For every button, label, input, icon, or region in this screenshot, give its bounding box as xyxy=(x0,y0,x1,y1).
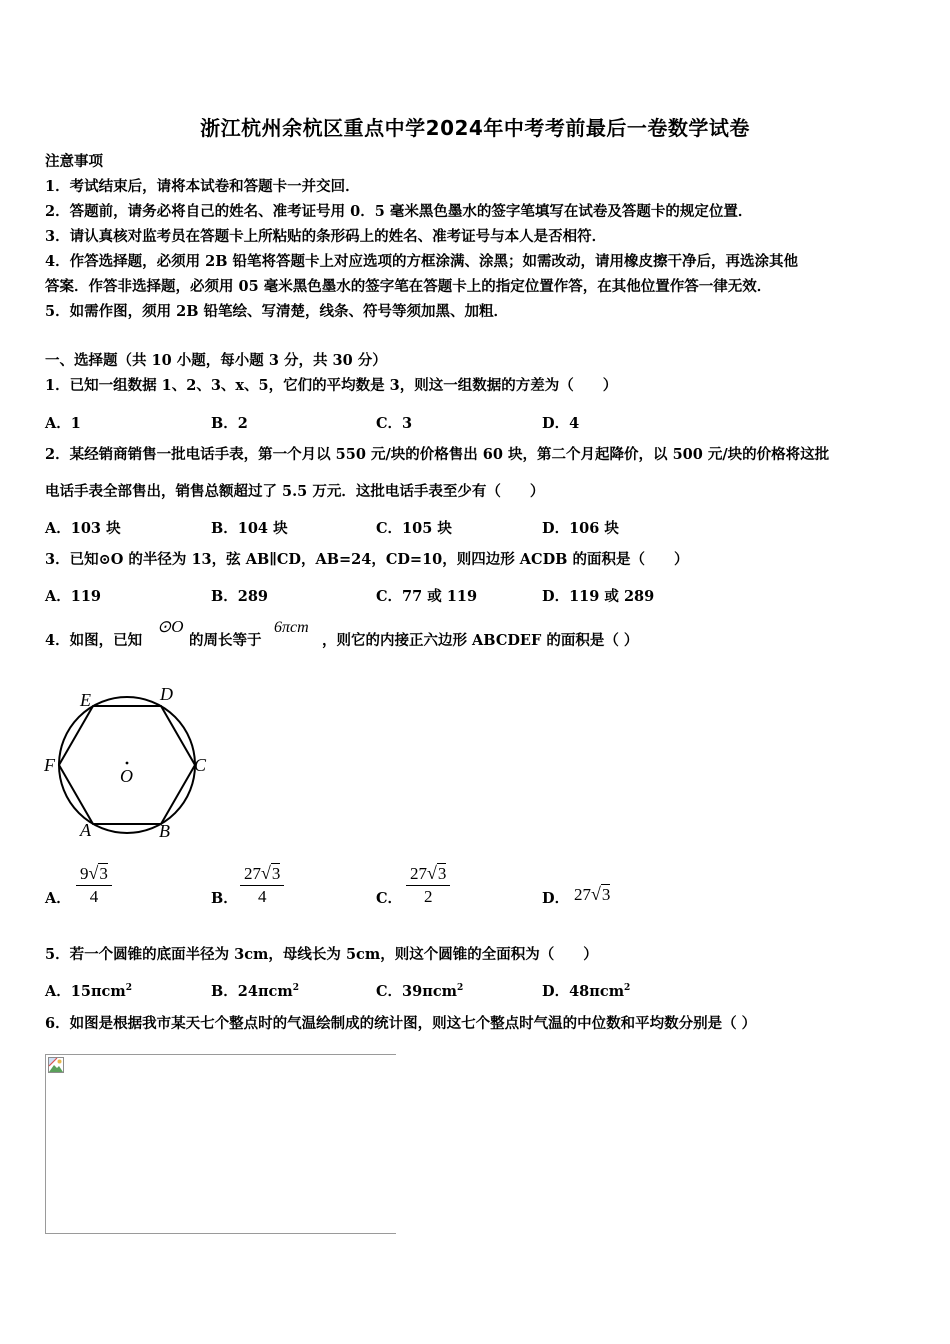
radicand: 3 xyxy=(99,864,108,883)
label-a: A xyxy=(80,820,91,840)
question-6: 6．如图是根据我市某天七个整点时的气温绘制成的统计图，则这七个整点时气温的中位数和平均数分别是（ ） xyxy=(45,1015,757,1032)
broken-chart-image xyxy=(45,1054,396,1234)
question-5: 5．若一个圆锥的底面半径为 3cm，母线长为 5cm，则这个圆锥的全面积为（ ） xyxy=(45,946,598,963)
q4-option-d-value: 27√3 xyxy=(574,884,611,904)
center-point xyxy=(126,762,129,765)
radicand: 3 xyxy=(437,864,447,883)
label-o: O xyxy=(120,766,133,786)
circle-o-symbol: ⊙O xyxy=(157,617,184,636)
numerator: 9 xyxy=(80,864,89,883)
circumference-value: 6πcm xyxy=(274,619,309,636)
q5-option-d: D．48πcm$^2$ xyxy=(542,983,631,1000)
q2-option-d: D．106 块 xyxy=(542,520,619,537)
q5-option-c: C．39πcm$^2$ xyxy=(376,983,464,1000)
q1-option-c: C．3 xyxy=(376,415,413,432)
q1-option-d: D．4 xyxy=(542,415,580,432)
question-4-prefix: 4．如图，已知 xyxy=(45,632,143,649)
coefficient: 27 xyxy=(574,885,591,904)
denominator: 4 xyxy=(89,887,99,906)
numerator: 27 xyxy=(244,864,261,883)
question-1: 1．已知一组数据 1、2、3、x、5，它们的平均数是 3，则这一组数据的方差为（ ） xyxy=(45,377,618,394)
label-b: B xyxy=(159,821,170,841)
denominator: 2 xyxy=(423,887,433,906)
question-4-middle: 的周长等于 xyxy=(189,632,262,649)
q4-option-b-fraction: $\frac{27√3}{4}$ xyxy=(240,862,284,908)
numerator: 27 xyxy=(410,864,427,883)
hexagon-figure xyxy=(42,680,217,845)
q5-option-b: B．24πcm$^2$ xyxy=(211,983,299,1000)
label-f: F xyxy=(44,755,55,775)
radicand: 3 xyxy=(601,885,611,904)
label-d: D xyxy=(160,684,173,704)
q4-option-c-fraction: $\frac{27√3}{2}$ xyxy=(406,862,450,908)
notice-item: 3．请认真核对监考员在答题卡上所粘贴的条形码上的姓名、准考证号与本人是否相符． xyxy=(45,228,607,245)
q1-option-a: A．1 xyxy=(45,415,81,432)
q4-option-b-letter: B． xyxy=(211,890,238,907)
question-4-suffix: ，则它的内接正六边形 ABCDEF 的面积是（ ） xyxy=(322,632,639,649)
q4-option-a-letter: A． xyxy=(45,890,71,907)
section-heading: 一、选择题（共 10 小题，每小题 3 分，共 30 分） xyxy=(45,352,387,369)
q5-option-a: A．15πcm$^2$ xyxy=(45,983,132,1000)
notice-item: 2．答题前，请务必将自己的姓名、准考证号用 0．5 毫米黑色墨水的签字笔填写在试卷及答题卡的规定位置． xyxy=(45,203,753,220)
question-2-line-2: 电话手表全部售出，销售总额超过了 5.5 万元．这批电话手表至少有（ ） xyxy=(45,483,545,500)
q2-option-a: A．103 块 xyxy=(45,520,121,537)
question-3: 3．已知⊙O 的半径为 13，弦 AB∥CD，AB=24，CD=10，则四边形 ACDB 的面积是（ ） xyxy=(45,551,689,568)
q4-option-d-letter: D． xyxy=(542,890,570,907)
question-2-line-1: 2．某经销商销售一批电话手表，第一个月以 550 元/块的价格售出 60 块，第二个月起降价，以 500 元/块的价格将这批 xyxy=(45,446,830,463)
exam-title: 浙江杭州余杭区重点中学2024年中考考前最后一卷数学试卷 xyxy=(200,116,750,140)
notice-item: 答案．作答非选择题，必须用 05 毫米黑色墨水的签字笔在答题卡上的指定位置作答，在其他位置作答一律无效． xyxy=(45,278,772,295)
q4-option-c-letter: C． xyxy=(376,890,403,907)
label-c: C xyxy=(194,755,207,775)
hexagon-abcdef xyxy=(59,706,195,824)
radicand: 3 xyxy=(271,864,281,883)
denominator: 4 xyxy=(257,887,267,906)
q3-option-c: C．77 或 119 xyxy=(376,588,478,605)
broken-image-icon xyxy=(48,1057,64,1073)
circumcircle xyxy=(59,697,195,833)
q2-option-b: B．104 块 xyxy=(211,520,288,537)
q2-option-c: C．105 块 xyxy=(376,520,452,537)
notice-item: 1．考试结束后，请将本试卷和答题卡一并交回． xyxy=(45,178,360,195)
notice-item: 5．如需作图，须用 2B 铅笔绘、写清楚，线条、符号等须加黑、加粗． xyxy=(45,303,509,320)
notice-item: 4．作答选择题，必须用 2B 铅笔将答题卡上对应选项的方框涂满、涂黑；如需改动，请用橡皮擦干净后，再选涂其他 xyxy=(45,253,799,270)
q1-option-b: B．2 xyxy=(211,415,248,432)
q4-option-a-fraction: $\frac{9√3}{4}$ xyxy=(76,862,112,908)
q3-option-a: A．119 xyxy=(45,588,102,605)
notice-heading: 注意事项 xyxy=(45,153,103,170)
label-e: E xyxy=(80,690,91,710)
q3-option-d: D．119 或 289 xyxy=(542,588,655,605)
q3-option-b: B．289 xyxy=(211,588,269,605)
